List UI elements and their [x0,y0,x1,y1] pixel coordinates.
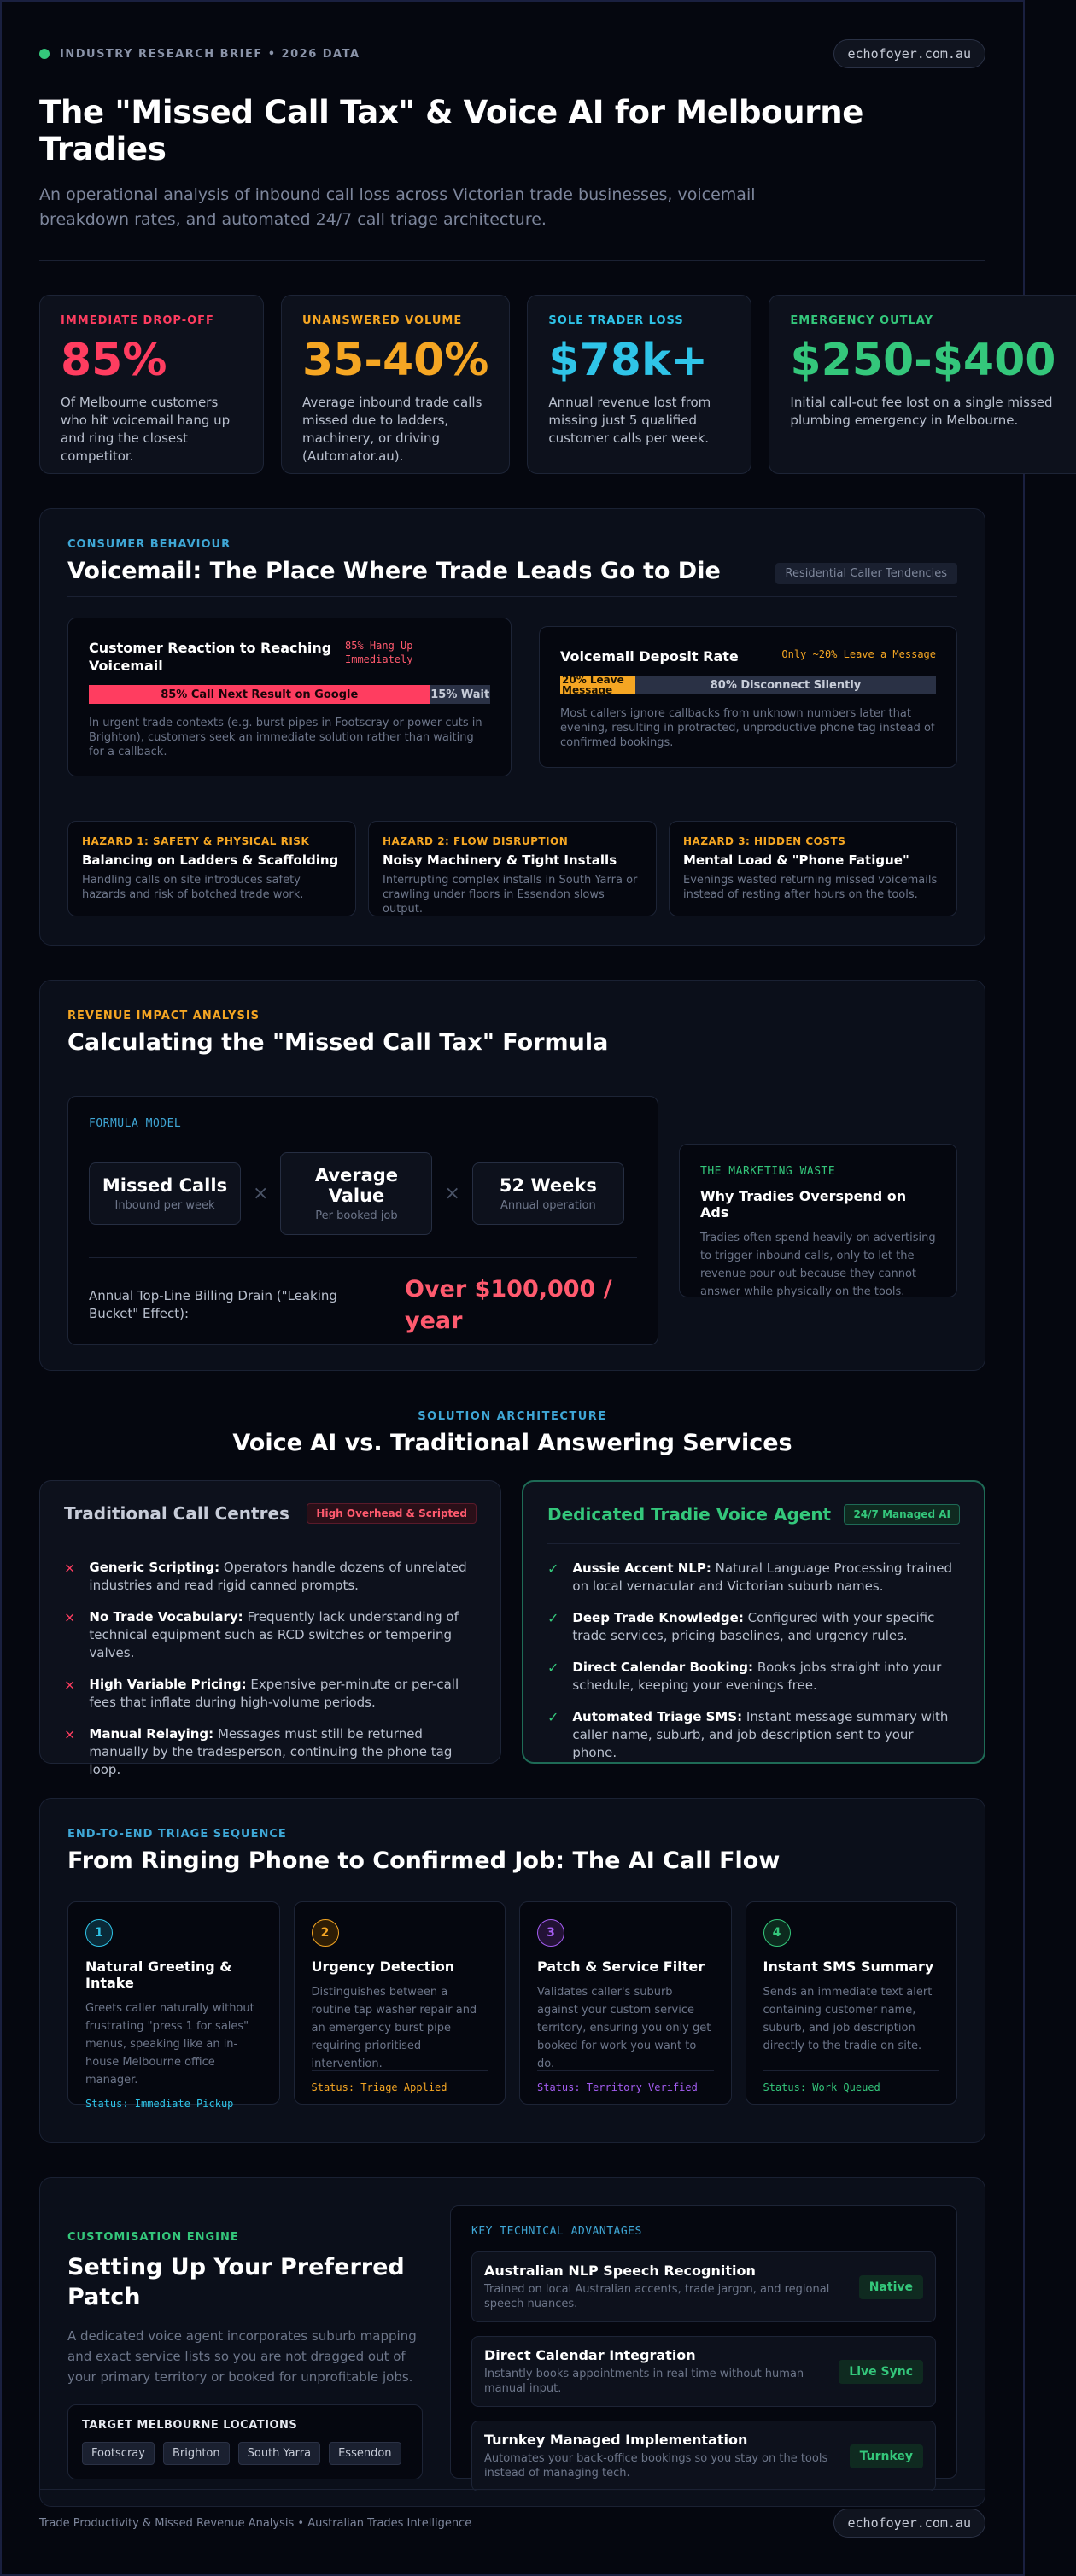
stat-card-unanswered [281,295,510,474]
formula-term-sub: Annual operation [500,1199,596,1212]
advantages-card [450,2205,957,2479]
page-subtitle: An operational analysis of inbound call loss across Victorian trade businesses, voicemail breakdown rates, and automated 24/7 call triage architecture. [39,185,756,229]
reaction-card [67,618,512,776]
multiply-icon: × [444,1183,460,1204]
item-heading: Direct Calendar Booking: [572,1660,754,1675]
traditional-call-centres-card [39,1480,501,1777]
cross-icon: × [64,1677,76,1693]
stat-value: 85% [61,335,167,386]
voice-agent-list [547,1560,960,1762]
step-divider [537,2070,714,2071]
check-icon: ✓ [547,1560,559,1577]
header-divider [39,260,985,261]
stat-label: IMMEDIATE DROP-OFF [61,314,214,327]
footer-domain-link[interactable]: echofoyer.com.au [833,2509,986,2538]
step-title: Patch & Service Filter [537,1958,705,1975]
managed-ai-badge: 24/7 Managed AI [844,1504,960,1525]
advantage-description: Instantly books appointments in real time without human manual input. [484,2368,804,2395]
deposit-note: Only ~20% Leave a Message [781,648,936,660]
section-title: Voicemail: The Place Where Trade Leads Go to Die [67,558,721,584]
deposit-bar-main: 20% Leave Message [560,676,635,694]
stat-card-emergency [769,295,1076,474]
formula-term-sub: Per booked job [315,1209,398,1222]
step-description: Distinguishes between a routine tap washer repair and an emergency burst pipe requiring prioritised intervention. [311,1986,477,2070]
cross-icon: × [64,1726,76,1742]
reaction-bar-rest: 15% Wait [430,685,491,704]
section-kicker: CONSUMER BEHAVIOUR [67,538,231,551]
advantage-badge: Native [859,2275,923,2299]
item-text: Natural Language Processing trained on local vernacular and Victorian suburb names. [572,1560,953,1594]
advantage-description: Automates your back-office bookings so you stay on the tools instead of managing tech. [484,2452,828,2479]
advantage-item [471,2336,936,2407]
comparison [39,1480,985,1777]
reaction-bar [89,685,490,704]
item-text: Instant message summary with caller name, suburb, and job description sent to your phone. [572,1709,949,1760]
item-text: Configured with your specific trade services, pricing baselines, and urgency rules. [572,1610,935,1643]
step-title: Instant SMS Summary [763,1958,934,1975]
cross-icon: × [64,1609,76,1625]
list-item [547,1659,960,1695]
list-item [64,1725,477,1779]
missed-call-tax-section [39,980,985,1371]
formula-term-sub: Inbound per week [114,1199,215,1212]
step-number: 4 [763,1919,791,1947]
customisation-section [39,2177,985,2507]
hazard-card [67,821,356,916]
formula-term: Missed Calls [102,1175,228,1196]
domain-link[interactable]: echofoyer.com.au [833,39,986,68]
step-description: Sends an immediate text alert containing customer name, suburb, and job description directly to the tradie on site. [763,1986,933,2052]
check-icon: ✓ [547,1709,559,1725]
stat-label: SOLE TRADER LOSS [548,314,684,327]
step-title: Urgency Detection [311,1958,455,1975]
hazard-title: Balancing on Ladders & Scaffolding [82,852,339,868]
multiply-icon: × [253,1183,269,1204]
footer-text: Trade Productivity & Missed Revenue Analysis • Australian Trades Intelligence [39,2516,472,2530]
advantage-title: Turnkey Managed Implementation [484,2432,748,2448]
reaction-bar-main: 85% Call Next Result on Google [89,685,430,704]
section-kicker: END-TO-END TRIAGE SEQUENCE [67,1828,287,1841]
stat-value: $250-$400 [790,335,1056,386]
item-heading: Deep Trade Knowledge: [572,1610,744,1625]
section-kicker: CUSTOMISATION ENGINE [67,2231,239,2244]
card-title: Traditional Call Centres [64,1503,289,1524]
advantages-kicker: KEY TECHNICAL ADVANTAGES [471,2225,642,2238]
step-status: Status: Immediate Pickup [85,2098,234,2110]
formula-boxes [89,1152,637,1235]
stat-label: EMERGENCY OUTLAY [790,314,934,327]
stat-card-drop-off [39,295,264,474]
advantage-badge: Live Sync [839,2360,923,2384]
formula-missed-calls [89,1162,241,1225]
check-icon: ✓ [547,1610,559,1626]
residential-tag: Residential Caller Tendencies [775,563,957,584]
deposit-bar-rest: 80% Disconnect Silently [635,676,936,694]
list-item [547,1560,960,1595]
deposit-card [539,626,957,768]
advantage-item [471,2251,936,2322]
overhead-badge: High Overhead & Scripted [307,1503,477,1524]
brief-label-group [39,48,360,61]
step-status: Status: Work Queued [763,2081,880,2093]
waste-description: Tradies often spend heavily on advertising to trigger inbound calls, only to let the revenue pour out because they cannot answer while physically on the tools. [700,1232,936,1298]
stat-label: UNANSWERED VOLUME [302,314,463,327]
stat-description: Initial call-out fee lost on a single missed plumbing emergency in Melbourne. [790,395,1053,428]
formula-result [89,1273,637,1337]
card-title: Dedicated Tradie Voice Agent [547,1504,832,1525]
advantage-badge: Turnkey [850,2444,923,2468]
item-heading: Manual Relaying: [89,1726,214,1742]
location-chip[interactable]: Footscray [82,2442,155,2465]
list-item [64,1676,477,1712]
step-number: 3 [537,1919,564,1947]
reaction-title: Customer Reaction to Reaching Voicemail [89,640,332,674]
formula-term: 52 Weeks [499,1175,597,1196]
tradie-voice-agent-card [522,1480,985,1764]
footer [39,2489,985,2538]
flow-step [519,1901,732,2105]
location-chip[interactable]: Brighton [163,2442,230,2465]
hazard-label: HAZARD 3: HIDDEN COSTS [683,835,846,847]
advantage-item [471,2421,936,2491]
formula-divider [89,1257,637,1258]
solution-header [39,1410,985,1456]
flow-step [294,1901,506,2105]
top-bar [39,39,985,68]
locations-title: TARGET MELBOURNE LOCATIONS [82,2419,298,2432]
step-status: Status: Triage Applied [311,2081,447,2093]
stat-value: $78k+ [548,335,709,386]
location-chips [82,2442,408,2465]
formula-average-value [280,1152,432,1235]
waste-title: Why Tradies Overspend on Ads [700,1188,907,1221]
hazard-cards [67,821,957,916]
item-heading: No Trade Vocabulary: [89,1609,243,1625]
item-heading: Automated Triage SMS: [572,1709,743,1724]
list-item [547,1708,960,1762]
customisation-intro [67,2205,423,2479]
cross-icon: × [64,1560,76,1576]
step-number: 2 [312,1919,339,1947]
deposit-bar [560,676,936,694]
hazard-title: Mental Load & "Phone Fatigue" [683,852,909,868]
step-divider [763,2070,940,2071]
section-title: Setting Up Your Preferred Patch [67,2254,405,2310]
section-kicker: REVENUE IMPACT ANALYSIS [67,1010,260,1022]
voicemail-cards [67,618,957,776]
deposit-title: Voicemail Deposit Rate [560,648,739,664]
flow-step [746,1901,958,2105]
flow-steps [67,1901,957,2110]
stat-value: 35-40% [302,335,489,386]
step-number: 1 [85,1919,113,1947]
formula-term: Average Value [314,1165,399,1206]
locations-card [67,2404,423,2479]
advantage-description: Trained on local Australian accents, trade jargon, and regional speech nuances. [484,2283,830,2310]
deposit-footnote: Most callers ignore callbacks from unknown numbers later that evening, resulting in protracted, unproductive phone tag instead of confirmed bookings. [560,707,935,749]
advantage-title: Australian NLP Speech Recognition [484,2263,756,2279]
item-text: Messages must still be returned manually by the tradesperson, continuing the phone tag loop. [89,1726,453,1777]
stat-description: Average inbound trade calls missed due to ladders, machinery, or driving (Automator.au). [302,395,482,464]
traditional-list [64,1559,477,1779]
list-item [64,1559,477,1595]
hazard-label: HAZARD 1: SAFETY & PHYSICAL RISK [82,835,310,847]
hazard-description: Interrupting complex installs in South Yarra or crawling under floors in Essendon slows output. [383,874,638,916]
location-chip[interactable]: Essendon [329,2442,401,2465]
item-text: Frequently lack understanding of technical equipment such as RCD switches or tempering valves. [89,1609,459,1660]
section-title: Calculating the "Missed Call Tax" Formula [67,1029,609,1056]
item-heading: High Variable Pricing: [89,1677,247,1692]
hazard-title: Noisy Machinery & Tight Installs [383,852,617,868]
formula-weeks [472,1162,624,1225]
stat-description: Of Melbourne customers who hit voicemail hang up and ring the closest competitor. [61,395,231,464]
stat-description: Annual revenue lost from missing just 5 qualified customer calls per week. [548,395,711,446]
section-divider [67,596,957,597]
stat-card-sole-trader [527,295,751,474]
advantage-title: Direct Calendar Integration [484,2347,696,2363]
step-status: Status: Territory Verified [537,2081,698,2093]
item-heading: Aussie Accent NLP: [572,1560,711,1576]
marketing-waste-card [679,1144,957,1297]
item-text: Operators handle dozens of unrelated industries and read rigid canned prompts. [89,1560,467,1593]
flow-step [67,1901,280,2110]
step-description: Greets caller naturally without frustrating "press 1 for sales" menus, speaking like an in-house Melbourne office manager. [85,2002,254,2087]
stat-cards [39,295,1056,474]
hazard-label: HAZARD 2: FLOW DISRUPTION [383,835,569,847]
check-icon: ✓ [547,1660,559,1676]
voicemail-header [67,538,957,596]
item-text: Books jobs straight into your schedule, keeping your evenings free. [572,1660,942,1693]
status-dot-icon [39,49,50,59]
voicemail-section [39,508,985,946]
list-item [64,1608,477,1662]
brief-label: INDUSTRY RESEARCH BRIEF • 2026 DATA [60,47,360,61]
formula-label: FORMULA MODEL [89,1117,182,1130]
result-label: Annual Top-Line Billing Drain ("Leaking Bucket" Effect): [89,1288,337,1321]
list-item [547,1609,960,1645]
location-chip[interactable]: South Yarra [238,2442,320,2465]
formula-card [67,1096,658,1345]
waste-kicker: THE MARKETING WASTE [700,1165,836,1178]
item-text: Expensive per-minute or per-call fees that inflate during high-volume periods. [89,1677,459,1710]
item-heading: Generic Scripting: [89,1560,220,1575]
call-flow-section [39,1798,985,2143]
section-title: From Ringing Phone to Confirmed Job: The AI Call Flow [67,1847,781,1874]
step-title: Natural Greeting & Intake [85,1958,232,1991]
step-description: Validates caller's suburb against your custom service territory, ensuring you only get booked for work you want to do. [537,1986,711,2070]
hazard-description: Handling calls on site introduces safety hazards and risk of botched trade work. [82,874,304,901]
result-value: Over $100,000 / year [405,1276,612,1334]
solution-title: Voice AI vs. Traditional Answering Services [232,1430,792,1456]
reaction-note: 85% Hang Up Immediately [345,640,413,665]
tax-content [67,1096,957,1345]
section-description: A dedicated voice agent incorporates suburb mapping and exact service lists so you are not dragged out of your primary territory or booked for unprofitable jobs. [67,2328,417,2385]
reaction-footnote: In urgent trade contexts (e.g. burst pipes in Footscray or power cuts in Brighton), customers seek an immediate solution rather than waiting for a callback. [89,717,482,758]
hazard-description: Evenings wasted returning missed voicemails instead of resting after hours on the tools. [683,874,938,901]
page-title: The "Missed Call Tax" & Voice AI for Melbourne Tradies [39,94,864,167]
solution-kicker: SOLUTION ARCHITECTURE [418,1410,607,1423]
hazard-card [368,821,657,916]
hazard-card [669,821,957,916]
